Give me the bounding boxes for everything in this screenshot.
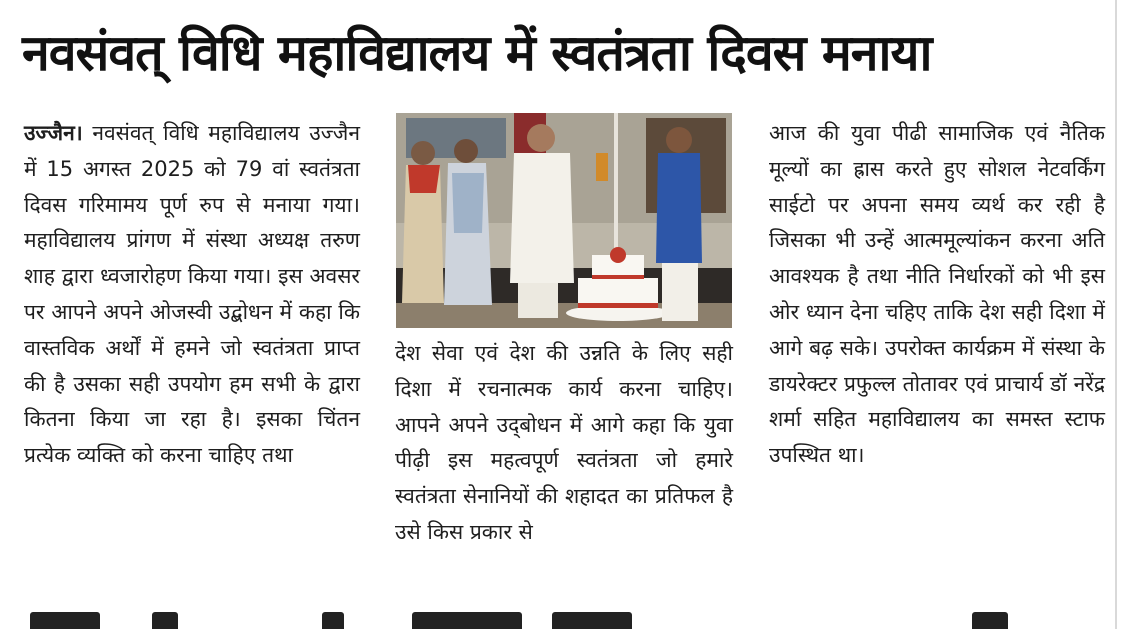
next-headline-cutoff xyxy=(22,606,1112,629)
article-column-1 xyxy=(24,116,360,474)
page-edge-divider xyxy=(1115,0,1117,629)
article-headline: नवसंवत् विधि महाविद्यालय में स्वतंत्रता दिवस मनाया xyxy=(22,24,932,82)
event-photo xyxy=(396,113,732,328)
article-dateline: उज्जैन। xyxy=(24,121,83,145)
article-column-1-text: नवसंवत् विधि महाविद्यालय उज्जैन में 15 अगस्त 2025 को 79 वां स्वतंत्रता दिवस गरिमामय पूर्ण रुप से मनाया गया। महाविद्यालय प्रांगण में संस्था अध्यक्ष तरुण शाह द्वारा ध्वजारोहण किया गया। इस अवसर पर आपने अपने ओजस्वी उद्बोधन में कहा कि वास्तविक अर्थों में हमने जो स्वतंत्रता प्राप्त की है उसका सही उपयोग हम सभी के द्वारा कितना किया जा रहा है। इसका चिंतन प्रत्येक व्यक्ति को करना चाहिए तथा xyxy=(24,121,360,468)
article-column-2: देश सेवा एवं देश की उन्नति के लिए सही दिशा में रचनात्मक कार्य करना चाहिए। आपने अपने उद्‌बोधन में आगे कहा कि युवा पीढ़ी इस महत्वपूर्ण स्वतंत्रता जो हमारे स्वतंत्रता सेनानियों की शहादत का प्रतिफल है उसे किस प्रकार से xyxy=(395,341,733,544)
article-column-3: आज की युवा पीढी सामाजिक एवं नैतिक मूल्यों का ह्रास करते हुए सोशल नेटवर्किंग साईटो पर अपना समय व्यर्थ कर रही है जिसका भी उन्हें आत्ममूल्यांकन करना अति आवश्यक है तथा नीति निर्धारकों को भी इस ओर ध्यान देना चहिए ताकि देश सही दिशा में आगे बढ़ सके। उपरोक्त कार्यक्रम में संस्था के डायरेक्टर प्रफुल्ल तोतावर एवं प्राचार्य डॉ नरेंद्र शर्मा सहित महाविद्यालय का समस्त स्टाफ उपस्थित था। xyxy=(769,121,1105,468)
